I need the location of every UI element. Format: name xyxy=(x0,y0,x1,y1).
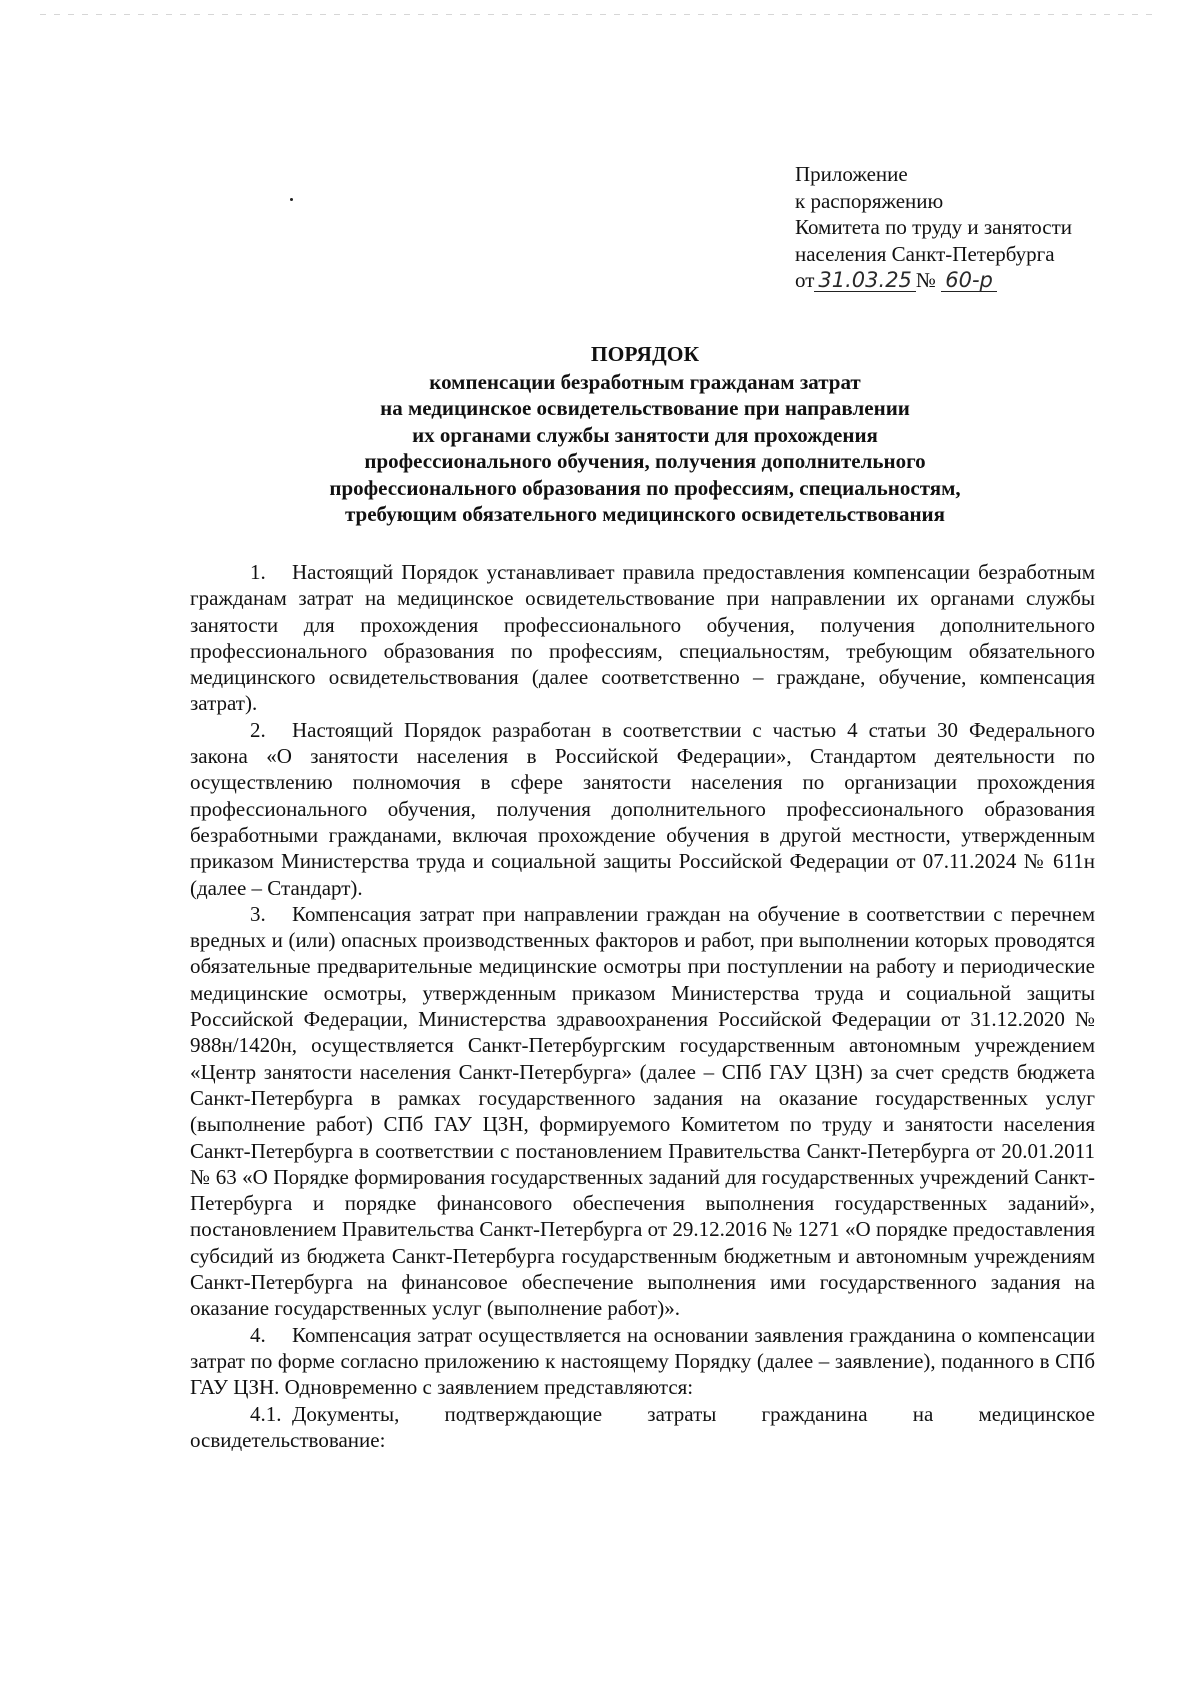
paragraph-number: 1. xyxy=(250,560,266,584)
paragraph-number: 2. xyxy=(250,717,266,742)
handwritten-date: 31.03.25 xyxy=(814,269,916,292)
title-line: компенсации безработным гражданам затрат xyxy=(429,369,861,394)
appendix-line-2: к распоряжению xyxy=(795,188,944,213)
title-line: их органами службы занятости для прохождения xyxy=(412,422,878,447)
handwritten-number: 60-р xyxy=(941,269,997,292)
paragraph-1 xyxy=(190,559,1095,717)
appendix-line-1: Приложение xyxy=(795,162,908,186)
title-line: профессионального обучения, получения дополнительного xyxy=(364,449,926,473)
paragraph-text: Компенсация затрат при направлении граждан на обучение в соответствии с перечнем вредных и (или) опасных производственных факторов и работ, при выполнении которых проводятся обязательные предварительные медицинские осмотры при поступлении на работу и периодические медицинские осмотры, утвержденным приказом Министерства труда и социальной защиты Российской Федерации, Министерства здравоохранения Российской Федерации от 31.12.2020 № 988н/1420н, осуществляется Санкт-Петербургским государственным автономным учреждением «Центр занятости населения Санкт-Петербурга» (далее – СПб ГАУ ЦЗН) за счет средств бюджета Санкт-Петербурга в рамках государственного задания на оказание государственных услуг (выполнение работ) СПб ГАУ ЦЗН, формируемого Комитетом по труду и занятости населения Санкт-Петербурга в соответствии с постановлением Правительства Санкт-Петербурга от 20.01.2011 № 63 «О Порядке формирования государственных заданий для государственных учреждений Санкт-Петербурга и порядке финансового обеспечения выполнения государственных заданий», постановлением Правительства Санкт-Петербурга от 29.12.2016 № 1271 «О порядке предоставления субсидий из бюджета Санкт-Петербурга государственным бюджетным и автономным учреждениям Санкт-Петербурга на финансовое обеспечение выполнения ими государственного задания на оказание государственных услуг (выполнение работ)». xyxy=(190,901,1095,1321)
title-line: требующим обязательного медицинского освидетельствования xyxy=(344,502,946,526)
appendix-header xyxy=(795,161,1155,294)
appendix-line-4: населения Санкт-Петербурга xyxy=(795,241,1055,266)
paragraph-text: Настоящий Порядок разработан в соответствии с частью 4 статьи 30 Федерального закона «О занятости населения в Российской Федерации», Стандартом деятельности по осуществлению полномочия в сфере занятости населения по организации прохождения профессионального обучения, получения дополнительного профессионального образования безработными гражданами, включая прохождение обучения в другой местности, утвержденным приказом Министерства труда и социальной защиты Российской Федерации от 07.11.2024 № 611н (далее – Стандарт). xyxy=(190,717,1095,900)
paragraph-3 xyxy=(190,901,1095,1322)
paragraph-text: Настоящий Порядок устанавливает правила предоставления компенсации безработным гражданам затрат на медицинское освидетельствование при направлении их органами службы занятости для прохождения профессионального обучения, получения дополнительного профессионального образования по профессиям, специальностям, требующим обязательного медицинского освидетельствования (далее соответственно – граждане, обучение, компенсация затрат). xyxy=(190,560,1095,716)
document-body xyxy=(190,559,1095,1453)
paragraph-2 xyxy=(190,717,1095,901)
date-prefix: от xyxy=(795,268,815,292)
number-prefix: № xyxy=(915,268,936,292)
title-line: на медицинское освидетельствование при направлении xyxy=(380,396,910,420)
scan-artifact-line xyxy=(40,14,1160,15)
title-heading: ПОРЯДОК xyxy=(590,342,700,366)
appendix-line-3: Комитета по труду и занятости xyxy=(795,215,1073,239)
paragraph-number: 4. xyxy=(250,1322,266,1347)
document-title xyxy=(190,341,1100,528)
paragraph-4 xyxy=(190,1322,1095,1401)
paragraph-number: 3. xyxy=(250,901,266,926)
paragraph-4-1 xyxy=(190,1401,1095,1454)
title-line: профессионального образования по профессиям, специальностям, xyxy=(329,475,961,500)
appendix-date-number-line xyxy=(795,267,1155,294)
paragraph-text: Компенсация затрат осуществляется на основании заявления гражданина о компенсации затрат по форме согласно приложению к настоящему Порядку (далее – заявление), поданного в СПб ГАУ ЦЗН. Одновременно с заявлением представляются: xyxy=(190,1322,1095,1400)
scan-speck xyxy=(290,198,293,201)
paragraph-text: Документы, подтверждающие затраты гражданина на медицинское освидетельствование: xyxy=(190,1401,1095,1452)
paragraph-number: 4.1. xyxy=(250,1401,282,1426)
